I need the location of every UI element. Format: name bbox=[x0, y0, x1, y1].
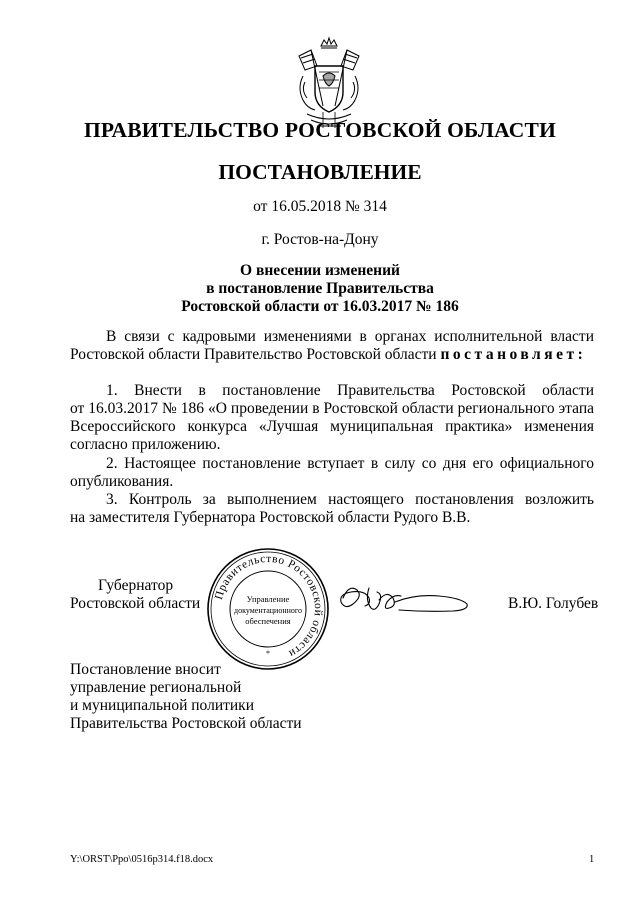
subject-line: О внесении изменений bbox=[240, 262, 400, 279]
preamble-text: Ростовской области Правительство Ростовской области bbox=[70, 346, 437, 363]
preamble-line: В связи с кадровыми изменениями в органах исполнительной власти bbox=[106, 328, 594, 345]
submitted-by-line: Постановление вносит bbox=[70, 661, 221, 678]
subject-line: Ростовской области от 16.03.2017 № 186 bbox=[181, 298, 459, 315]
item-1-line: от 16.03.2017 № 186 «О проведении в Ростовской области регионального этапа bbox=[70, 400, 594, 417]
signatory-name: В.Ю. Голубев bbox=[508, 595, 599, 612]
document-subject bbox=[0, 262, 640, 316]
submitted-by-line: и муниципальной политики bbox=[70, 697, 255, 714]
handwritten-signature bbox=[335, 580, 475, 616]
stamp-inner-text: Управление bbox=[246, 594, 290, 604]
organization-title: ПРАВИТЕЛЬСТВО РОСТОВСКОЙ ОБЛАСТИ bbox=[83, 118, 556, 142]
document-city: г. Ростов-на-Дону bbox=[261, 231, 379, 248]
signatory-position: Ростовской области bbox=[70, 595, 201, 612]
item-3-line: 3. Контроль за выполнением настоящего постановления возложить bbox=[106, 491, 594, 508]
stamp-ring-text: Правительство Ростовской области bbox=[212, 552, 325, 660]
file-path: Y:\ORST\Ppo\0516p314.f18.docx bbox=[70, 854, 214, 865]
item-1-line: Всероссийского конкурса «Лучшая муниципальная практика» изменения bbox=[70, 418, 594, 435]
svg-text:*: * bbox=[266, 649, 270, 658]
document-date-number: от 16.05.2018 № 314 bbox=[253, 198, 387, 215]
item-2-line: опубликования. bbox=[70, 473, 174, 490]
submitted-by-line: управление региональной bbox=[70, 679, 242, 696]
decree-word: постановляет: bbox=[440, 346, 587, 363]
page-number: 1 bbox=[589, 854, 595, 865]
signatory-position: Губернатор bbox=[98, 577, 174, 594]
stamp-inner-text: обеспечения bbox=[245, 616, 291, 626]
document-type: ПОСТАНОВЛЕНИЕ bbox=[218, 160, 422, 184]
item-1-line: согласно приложению. bbox=[70, 436, 221, 453]
official-stamp bbox=[205, 546, 331, 672]
stamp-inner-text: документационного bbox=[234, 606, 302, 615]
preamble-line bbox=[70, 346, 586, 364]
item-2-line: 2. Настоящее постановление вступает в силу со дня его официального bbox=[106, 455, 594, 472]
item-1-line: 1. Внести в постановление Правительства Ростовской области bbox=[106, 382, 594, 399]
submitted-by-line: Правительства Ростовской области bbox=[70, 715, 302, 732]
subject-line: в постановление Правительства bbox=[206, 280, 434, 297]
item-3-line: на заместителя Губернатора Ростовской области Рудого В.В. bbox=[70, 509, 471, 526]
